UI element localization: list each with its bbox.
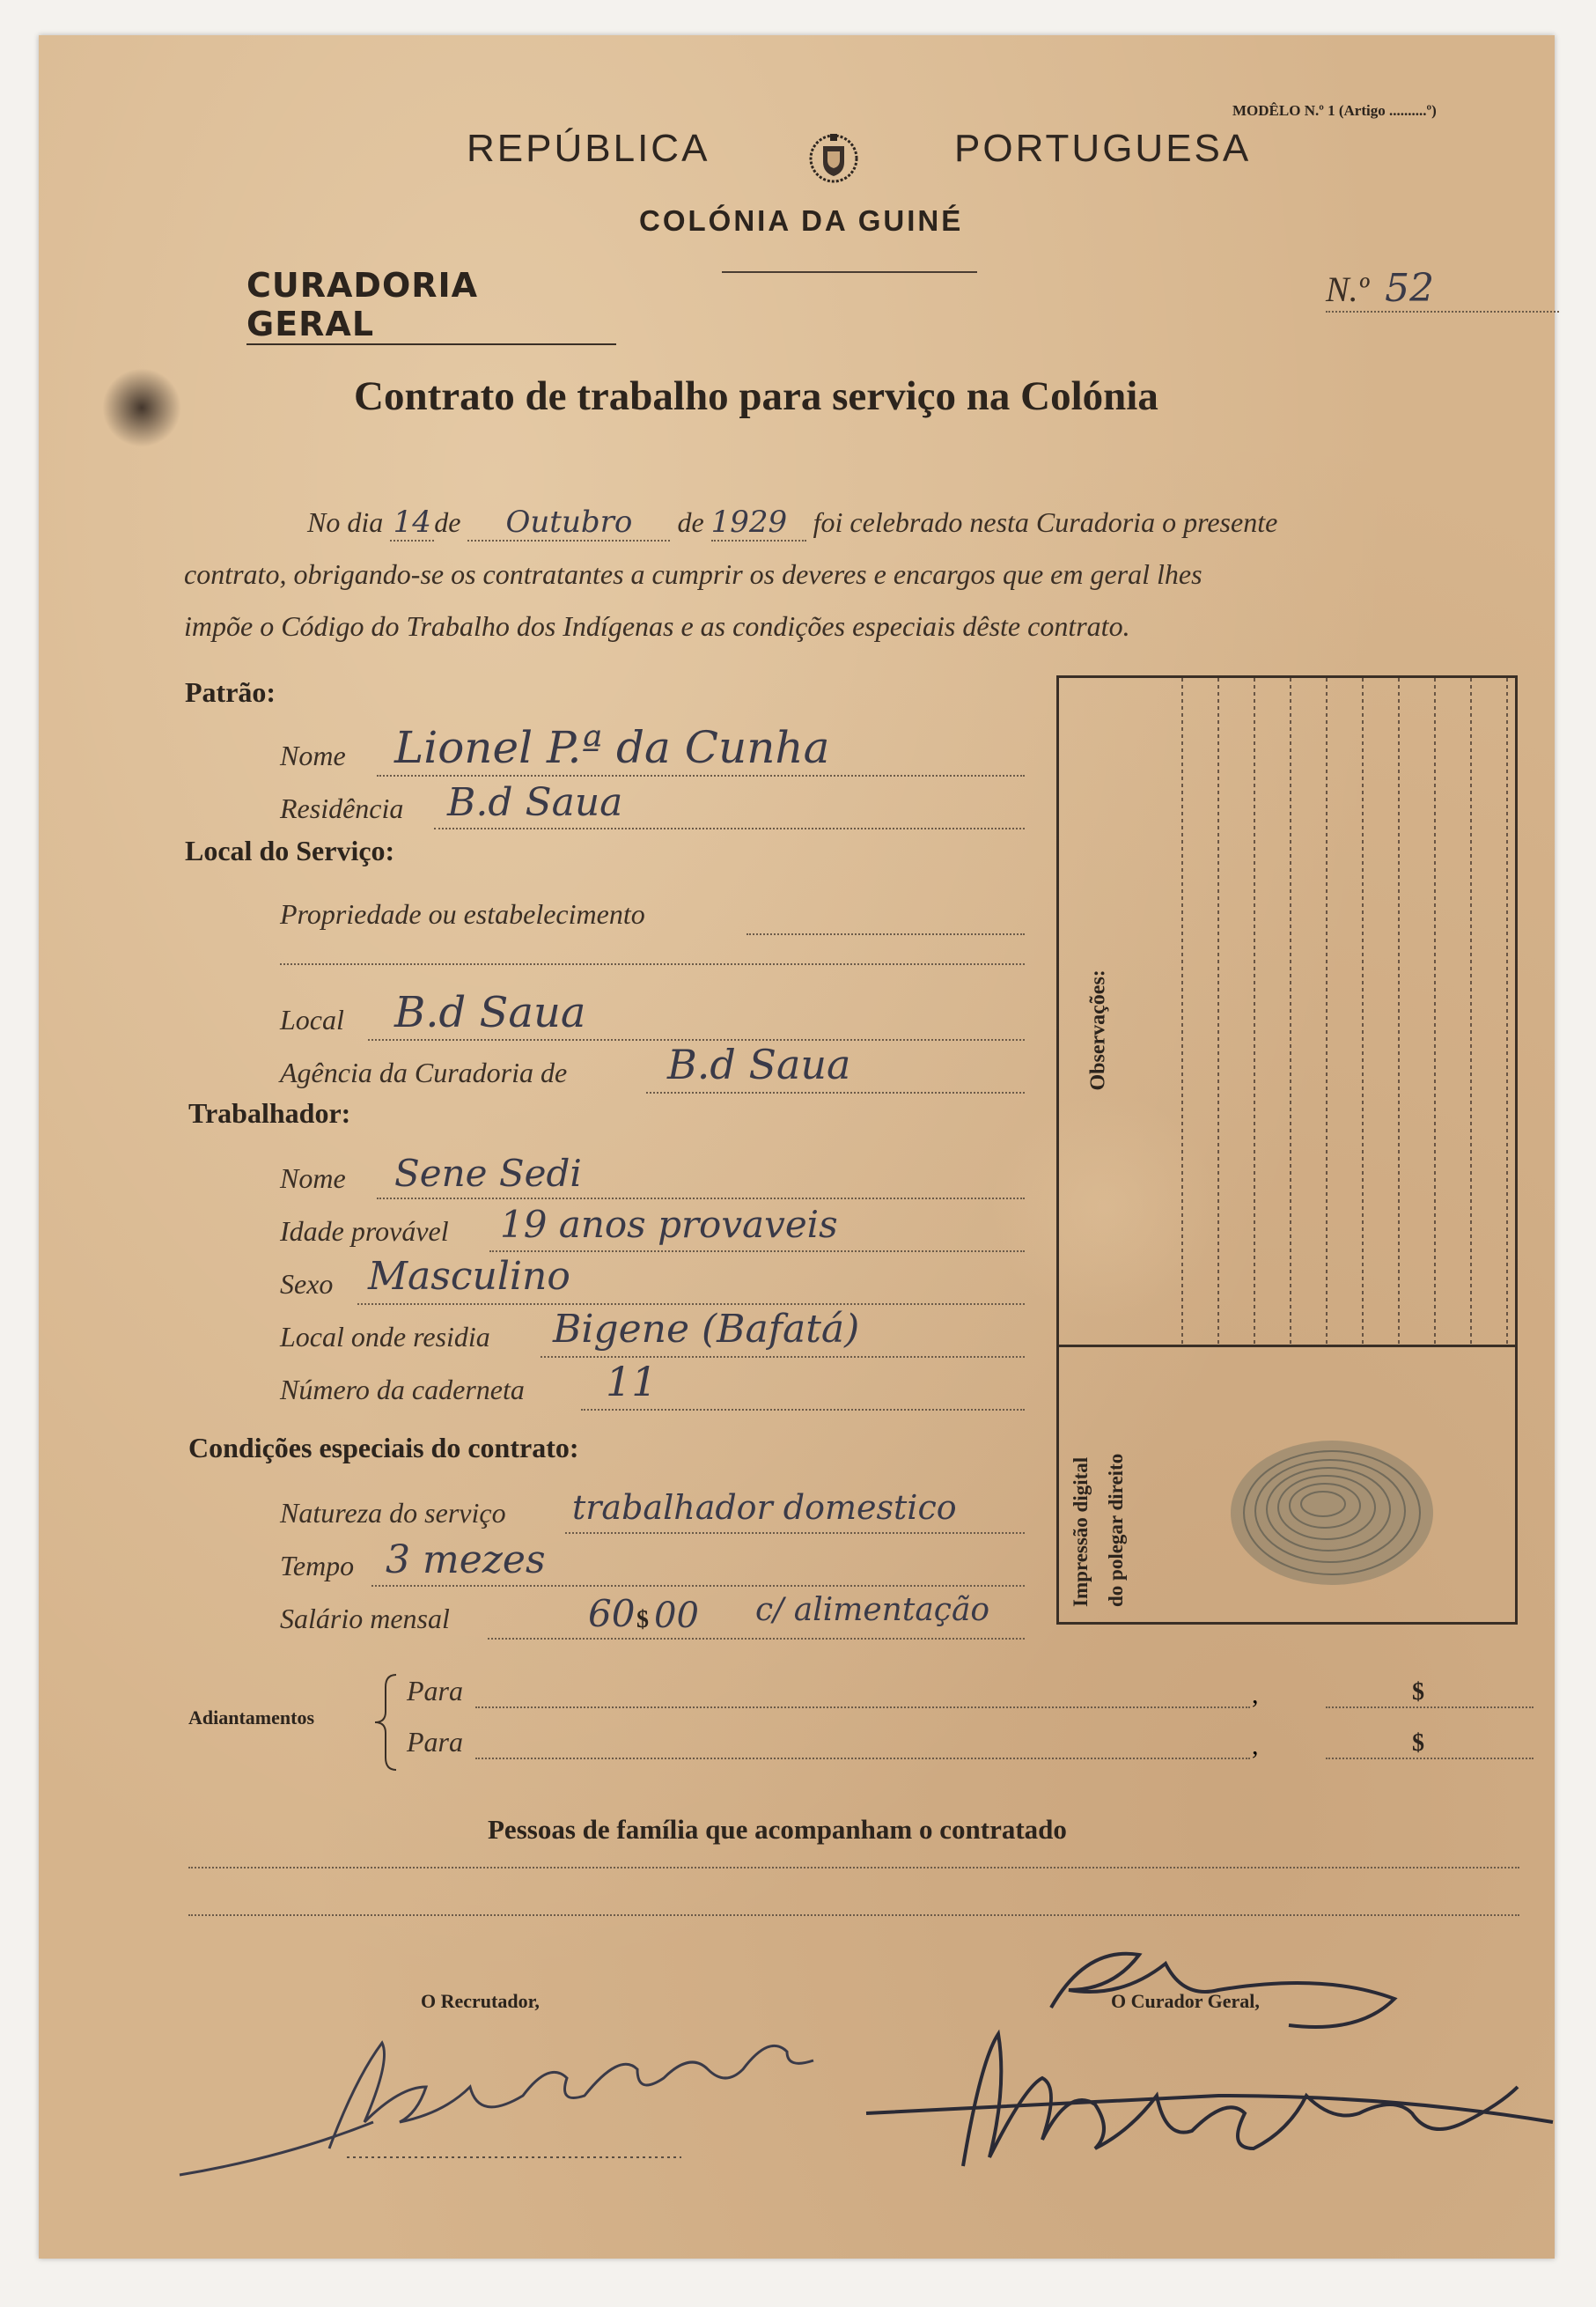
observacoes-label: Observações:	[1086, 969, 1110, 1091]
natureza-row	[280, 1488, 1025, 1539]
recrutador-signature	[127, 2008, 866, 2184]
idade-row	[280, 1203, 1025, 1257]
local-row	[280, 988, 1025, 1046]
intro-line-2: contrato, obrigando-se os contratantes a cumprir os deveres e encargos que em geral lhes	[184, 558, 1203, 590]
patrao-residencia-row	[280, 780, 1025, 835]
trabalhador-heading: Trabalhador:	[188, 1097, 351, 1129]
tempo-row	[280, 1537, 1025, 1592]
numero-label: N.º	[1326, 269, 1370, 309]
patrao-nome-value: Lionel P.ª da Cunha	[394, 722, 830, 773]
residia-value: Bigene (Bafatá)	[553, 1307, 860, 1352]
salario-label: Salário mensal	[280, 1603, 450, 1634]
thumbprint-image	[1226, 1434, 1446, 1592]
adiantamento-row-1	[407, 1675, 1533, 1714]
patrao-nome-label: Nome	[280, 740, 346, 771]
document-page	[39, 35, 1555, 2259]
patrao-residencia-line	[434, 828, 1025, 829]
adiantamento-row-2	[407, 1726, 1533, 1765]
coat-of-arms-icon	[806, 129, 861, 188]
curador-signature	[849, 1937, 1562, 2201]
colonia-text: COLÓNIA DA GUINÉ	[639, 204, 964, 237]
tempo-line	[371, 1585, 1025, 1587]
propriedade-line-2	[280, 963, 1025, 965]
de-label-1: de	[434, 506, 461, 538]
impressao-label	[1063, 1404, 1134, 1607]
de-label-2: de	[677, 506, 704, 538]
propriedade-row	[280, 898, 1025, 940]
adiantamento-amount-line-1	[1326, 1706, 1533, 1708]
propriedade-line	[747, 933, 1025, 935]
sexo-line	[357, 1303, 1025, 1305]
trabalhador-nome-line	[377, 1198, 1025, 1199]
year-value: 1929	[711, 505, 806, 542]
salario-value: 60	[588, 1592, 636, 1635]
portuguesa-text: PORTUGUESA	[954, 127, 1252, 170]
idade-line	[489, 1250, 1025, 1252]
intro-line-1	[307, 505, 1277, 542]
document-number	[1326, 266, 1559, 313]
no-dia-label: No dia	[307, 506, 384, 538]
agencia-row	[280, 1041, 1025, 1099]
trabalhador-nome-label: Nome	[280, 1162, 346, 1194]
caderneta-row	[280, 1358, 1025, 1416]
residia-label: Local onde residia	[280, 1321, 490, 1353]
idade-value: 19 anos provaveis	[500, 1203, 838, 1246]
observacoes-dotted-columns	[1147, 678, 1520, 1347]
sexo-label: Sexo	[280, 1268, 334, 1300]
local-value: B.d Saua	[394, 988, 586, 1037]
recrutador-label: O Recrutador,	[421, 1990, 540, 2012]
condicoes-heading: Condições especiais do contrato:	[188, 1432, 579, 1463]
caderneta-value: 11	[606, 1358, 658, 1405]
salario-line	[488, 1638, 1025, 1640]
natureza-line	[565, 1532, 1025, 1534]
tempo-label: Tempo	[280, 1550, 355, 1581]
natureza-value: trabalhador domestico	[572, 1488, 957, 1527]
residia-row	[280, 1307, 1025, 1363]
patrao-nome-row	[280, 722, 1025, 782]
adiantamento-currency-2: $	[1412, 1729, 1424, 1757]
day-value: 14	[390, 505, 434, 542]
adiantamento-amount-line-2	[1326, 1758, 1533, 1759]
patrao-residencia-value: B.d Saua	[447, 780, 623, 825]
agencia-label: Agência da Curadoria de	[280, 1057, 568, 1088]
trabalhador-nome-row	[280, 1152, 1025, 1205]
familia-line-2	[188, 1914, 1519, 1916]
adiantamento-para-2: Para	[407, 1726, 463, 1758]
curadoria-title	[246, 266, 616, 345]
trabalhador-nome-value: Sene Sedi	[394, 1152, 582, 1195]
patrao-heading: Patrão:	[185, 676, 276, 708]
contract-title: Contrato de trabalho para serviço na Colónia	[354, 373, 1158, 419]
agencia-value: B.d Saua	[667, 1041, 851, 1088]
salario-row	[280, 1592, 1025, 1645]
curador-label: O Curador Geral,	[1111, 1990, 1260, 2012]
republica-text: REPÚBLICA	[467, 127, 710, 170]
adiantamentos-brace	[373, 1673, 400, 1772]
local-servico-heading: Local do Serviço:	[185, 835, 395, 866]
impressao-line-1: Impressão digital	[1070, 1456, 1092, 1607]
salario-cents: 00	[654, 1596, 699, 1636]
familia-heading: Pessoas de família que acompanham o contratado	[488, 1814, 1067, 1845]
intro-line-3: impõe o Código do Trabalho dos Indígenas e as condições especiais dêste contrato.	[184, 610, 1130, 642]
sexo-row	[280, 1254, 1025, 1310]
familia-line-1	[188, 1867, 1519, 1868]
modelo-label: MODÊLO N.º 1 (Artigo ..........º)	[1232, 102, 1437, 119]
numero-value: 52	[1385, 266, 1435, 311]
adiantamento-line-1	[475, 1706, 1250, 1708]
caderneta-label: Número da caderneta	[280, 1374, 525, 1405]
adiantamento-para-1: Para	[407, 1675, 463, 1706]
agencia-line	[646, 1092, 1025, 1094]
tempo-value: 3 mezes	[386, 1537, 546, 1582]
observacoes-divider	[1059, 1345, 1515, 1347]
observacoes-box	[1056, 675, 1518, 1625]
adiantamentos-label: Adiantamentos	[188, 1706, 315, 1728]
impressao-line-2: do polegar direito	[1105, 1453, 1127, 1607]
adiantamento-currency-1: $	[1412, 1678, 1424, 1706]
curadoria-text: CURADORIA GERAL	[246, 266, 479, 343]
intro-rest-1: foi celebrado nesta Curadoria o presente	[813, 506, 1278, 538]
month-value: Outubro	[467, 505, 670, 542]
salario-currency: $	[636, 1606, 649, 1633]
sexo-value: Masculino	[368, 1254, 570, 1299]
patrao-residencia-label: Residência	[280, 792, 404, 824]
adiantamento-comma-2: ,	[1252, 1731, 1259, 1760]
adiantamento-line-2	[475, 1758, 1250, 1759]
adiantamento-comma-1: ,	[1252, 1680, 1259, 1709]
idade-label: Idade provável	[280, 1215, 449, 1247]
salario-extra: c/ alimentação	[755, 1592, 990, 1628]
ink-stain	[102, 368, 181, 447]
natureza-label: Natureza do serviço	[280, 1497, 506, 1529]
local-label: Local	[280, 1004, 344, 1036]
patrao-nome-line	[377, 775, 1025, 777]
header-divider	[722, 271, 977, 273]
propriedade-label: Propriedade ou estabelecimento	[280, 898, 645, 930]
caderneta-line	[581, 1409, 1025, 1411]
